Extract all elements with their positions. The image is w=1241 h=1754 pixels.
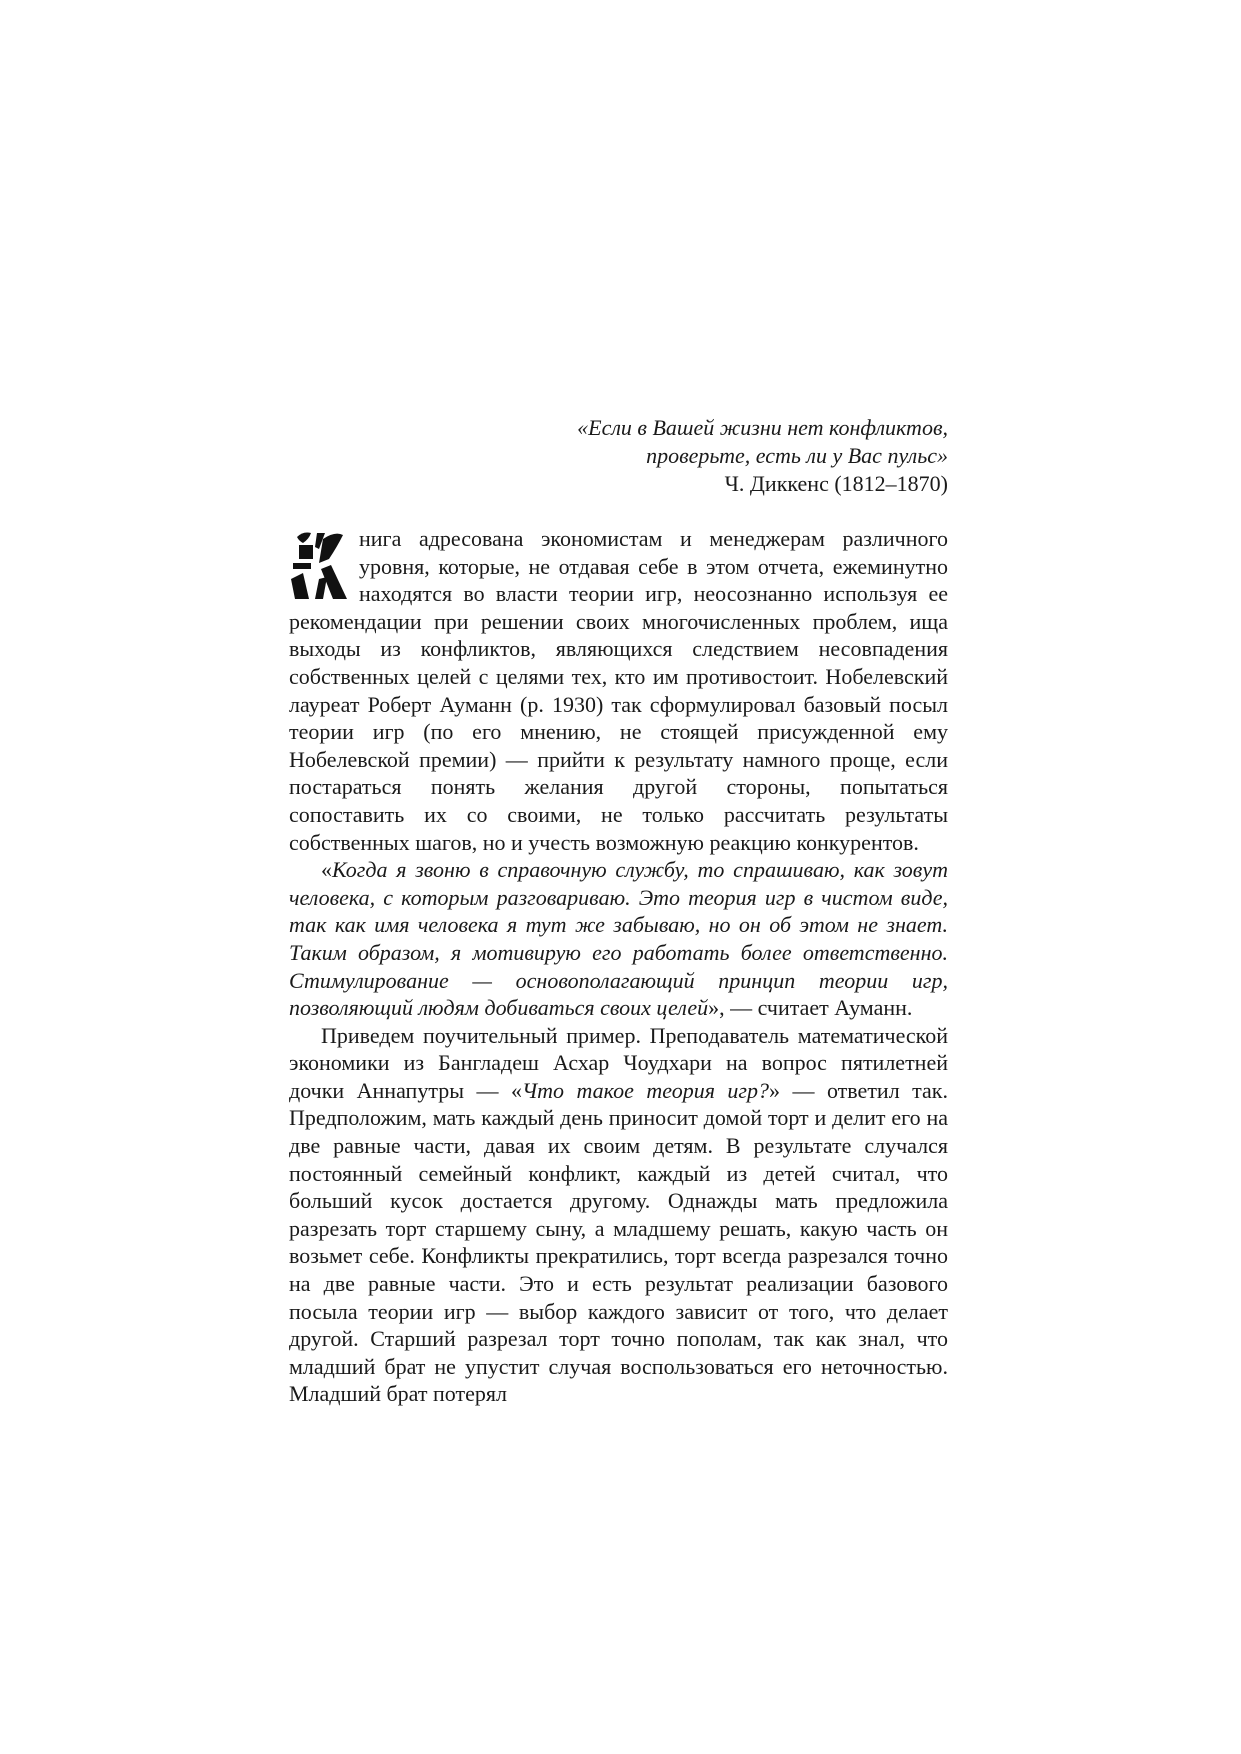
paragraph-1 <box>289 525 948 856</box>
paragraph-3 <box>289 1022 948 1408</box>
epigraph-line-1: «Если в Вашей жизни нет конфликтов, <box>577 415 948 440</box>
aumann-quote: Когда я звоню в справочную службу, то спрашиваю, как зовут человека, с которым разговариваю. Это теория игр в чистом виде, так как имя человека я тут же забываю, но он об этом не знает. Таким образом, я мотивирую его работать более ответственно. Стимулирование — основополагающий принцип теории игр, позволяющий людям добиваться своих целей <box>289 857 948 1021</box>
body-text <box>289 525 948 1408</box>
quote-close: », — считает Ауманн. <box>708 995 913 1021</box>
dropcap-k-icon <box>289 529 351 601</box>
paragraph-1-text: нига адресована экономистам и менеджерам различного уровня, которые, не отдавая себе в этом отчета, ежеминутно находятся во власти теории игр, неосознанно используя ее рекомендации при решении своих многочисленных проблем, ища выходы из конфликтов, являющихся следствием несовпадения собственных целей с целями тех, кто им противостоит. Нобелевский лауреат Роберт Ауманн (р. 1930) так сформулировал базовый посыл теории игр (по его мнению, не стоящей присужденной ему Нобелевской премии) — прийти к результату намного проще, если постараться понять желания другой стороны, попытаться сопоставить их со своими, не только рассчитать результаты собственных шагов, но и учесть возможную реакцию конкурентов. <box>289 526 948 855</box>
dropcap-graphic <box>289 529 351 601</box>
paragraph-3-part-a: Приведем поучительный пример. Преподаватель математической экономики из Бангладеш Асхар Чоудхари на вопрос пятилетней дочки Аннапутры — « <box>289 1022 948 1103</box>
paragraph-3-part-b: » — ответил так. Предположим, мать каждый день приносит домой торт и делит его на две равные части, давая их своим детям. В результате случался постоянный семейный конфликт, каждый из детей считал, что больший кусок достается другому. Однажды мать предложила разрезать торт старшему сыну, а младшему решать, какую часть он возьмет себе. Конфликты прекратились, торт всегда разрезался точно на две равные части. Это и есть результат реализации базового посыла теории игр — выбор каждого зависит от того, что делает другой. Старший разрезал торт точно пополам, так как знал, что младший брат не упустит случая воспользоваться его неточностью. Младший брат потерял <box>289 1077 948 1407</box>
paragraph-3-question: Что такое теория игр? <box>521 1077 769 1103</box>
epigraph-line-2: проверьте, есть ли у Вас пульс» <box>646 443 948 468</box>
paragraph-2 <box>289 856 948 1022</box>
quote-open: « <box>321 857 332 883</box>
epigraph <box>388 414 948 498</box>
epigraph-author: Ч. Диккенс (1812–1870) <box>724 471 948 496</box>
